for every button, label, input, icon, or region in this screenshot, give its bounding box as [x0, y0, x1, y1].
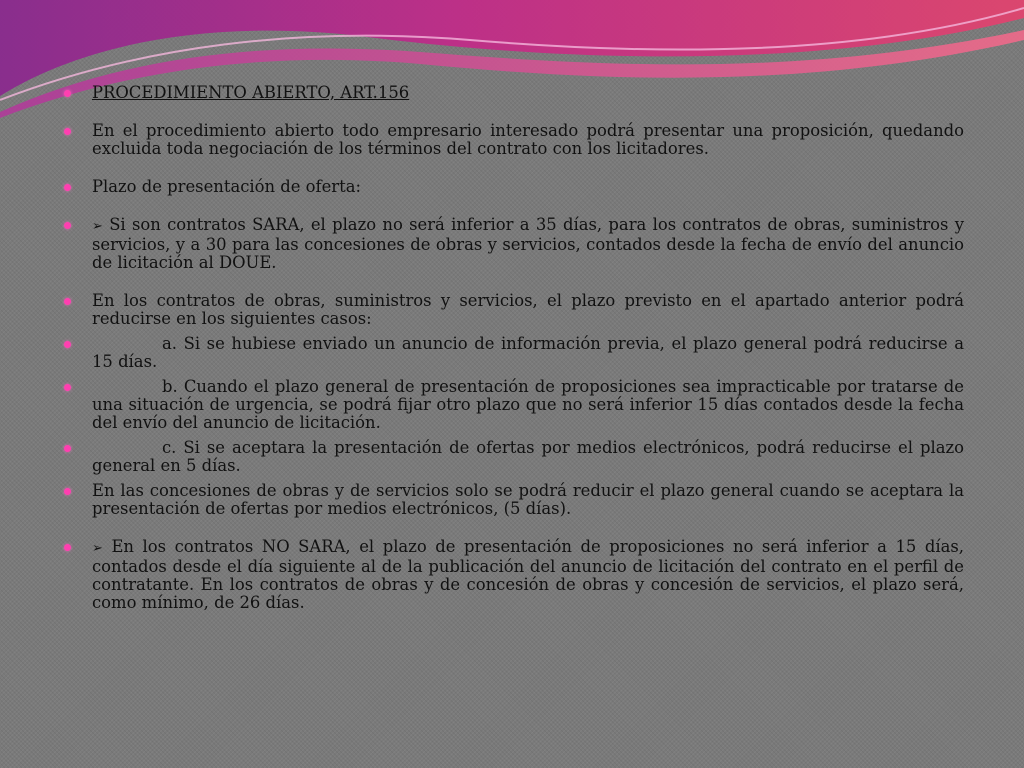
list-item	[62, 84, 964, 102]
list-item-text: En los contratos NO SARA, el plazo de presentación de proposiciones no será inferior a 15 días, contados desde el día siguiente al de la publicación del anuncio de licitación del contrato en el perfil de contratante. En los contratos de obras y de concesión de obras y concesión de servicios, el plazo será, como mínimo, de 26 días.	[92, 537, 964, 612]
bullet-dot-icon	[64, 184, 71, 191]
bullet-dot-icon	[64, 384, 71, 391]
list-item-text: Si son contratos SARA, el plazo no será inferior a 35 días, para los contratos de obras, suministros y servicios, y a 30 para las concesiones de obras y servicios, contados desde la fecha de envío del anuncio de licitación al DOUE.	[92, 215, 964, 272]
list-item	[62, 335, 964, 371]
list-item	[62, 178, 964, 196]
bullet-dot-icon	[64, 298, 71, 305]
bullet-dot-icon	[64, 90, 71, 97]
bullet-dot-icon	[64, 128, 71, 135]
bullet-dot-icon	[64, 341, 71, 348]
bullet-list	[62, 84, 964, 612]
list-item-text: En los contratos de obras, suministros y servicios, el plazo previsto en el apartado anterior podrá reducirse en los siguientes casos:	[92, 291, 964, 328]
bullet-dot-icon	[64, 488, 71, 495]
list-item	[62, 292, 964, 328]
section-title: PROCEDIMIENTO ABIERTO, ART.156	[92, 83, 410, 102]
bullet-dot-icon	[64, 445, 71, 452]
arrow-bullet-icon: ➢	[92, 541, 103, 556]
list-item-text: a. Si se hubiese enviado un anuncio de información previa, el plazo general podrá reducirse a 15 días.	[92, 334, 964, 371]
slide-body	[62, 84, 964, 612]
bullet-dot-icon	[64, 544, 71, 551]
list-item	[62, 378, 964, 432]
list-item-text: Plazo de presentación de oferta:	[92, 177, 362, 196]
list-item-text: c. Si se aceptara la presentación de ofertas por medios electrónicos, podrá reducirse el plazo general en 5 días.	[92, 438, 964, 475]
list-item	[62, 216, 964, 272]
arrow-bullet-icon: ➢	[92, 219, 103, 234]
list-item-text: b. Cuando el plazo general de presentación de proposiciones sea impracticable por tratarse de una situación de urgencia, se podrá fijar otro plazo que no será inferior 15 días contados desde la fecha del envío del anuncio de licitación.	[92, 377, 964, 432]
list-item	[62, 122, 964, 158]
list-item-text: En el procedimiento abierto todo empresario interesado podrá presentar una proposición, quedando excluida toda negociación de los términos del contrato con los licitadores.	[92, 121, 964, 158]
list-item	[62, 439, 964, 475]
list-item	[62, 538, 964, 612]
bullet-dot-icon	[64, 222, 71, 229]
list-item	[62, 482, 964, 518]
list-item-text: En las concesiones de obras y de servicios solo se podrá reducir el plazo general cuando se aceptara la presentación de ofertas por medios electrónicos, (5 días).	[92, 481, 964, 518]
